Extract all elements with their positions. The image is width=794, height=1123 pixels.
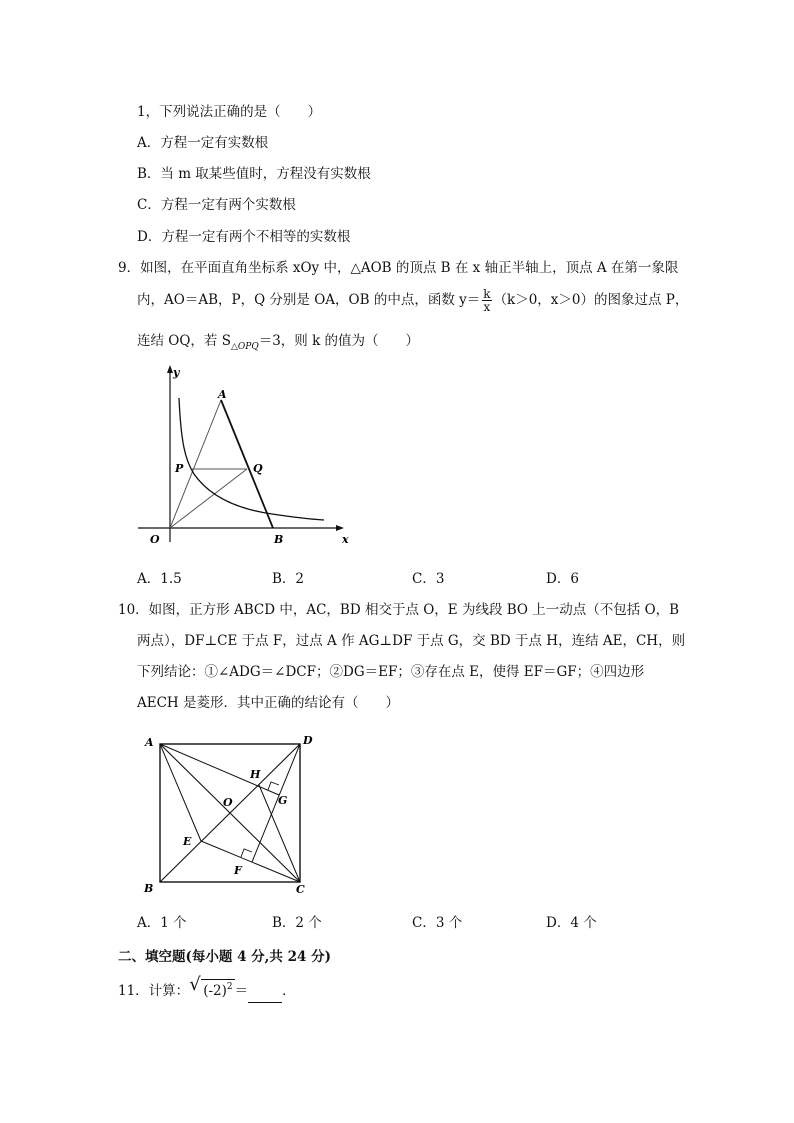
- right-angle-F: [241, 849, 252, 857]
- question-10-line-1: 10．如图，正方形 ABCD 中，AC，BD 相交于点 O，E 为线段 BO 上一动点（不包括 O，B: [118, 602, 680, 618]
- question-11-end: ．: [282, 983, 296, 999]
- hyperbola-curve: [179, 398, 324, 520]
- radical-sign: √: [189, 974, 201, 995]
- function-fraction: [482, 288, 491, 313]
- question-8-option-b: B．当 m 取某些值时，方程没有实数根: [137, 166, 371, 182]
- radicand: [201, 979, 234, 1003]
- label-A: A: [145, 736, 154, 749]
- fraction-numerator: k: [483, 287, 491, 301]
- question-9-line-3: [137, 331, 419, 353]
- radicand-exponent: 2: [226, 982, 233, 992]
- section-2-title: 二、填空题(每小题 4 分,共 24 分): [118, 949, 331, 965]
- question-10-option-c: C．3 个: [412, 915, 463, 931]
- question-10-line-2: 两点），DF⊥CE 于点 F，过点 A 作 AG⊥DF 于点 G，交 BD 于点 H，连结 AE，CH，则: [137, 633, 686, 649]
- label-P: P: [175, 462, 184, 475]
- label-A: A: [218, 388, 227, 401]
- question-10-option-d: D．4 个: [546, 915, 597, 931]
- question-9-option-b: B．2: [272, 571, 305, 587]
- label-B: B: [274, 533, 284, 546]
- question-10-option-a: A．1 个: [137, 915, 187, 931]
- label-D: D: [303, 734, 313, 747]
- question-9-line-3-b: ＝3，则 k 的值为（ ）: [258, 333, 420, 349]
- question-10-line-4: AECH 是菱形．其中正确的结论有（ ）: [137, 695, 399, 711]
- question-8-option-d: D．方程一定有两个不相等的实数根: [137, 229, 351, 245]
- question-8-option-a: A．方程一定有实数根: [137, 135, 269, 151]
- question-10-line-3: 下列结论：①∠ADG＝∠DCF；②DG＝EF；③存在点 E，使得 EF＝GF；④四边形: [137, 664, 645, 680]
- question-9-option-c: C．3: [412, 571, 445, 587]
- label-H: H: [250, 768, 261, 781]
- label-B: B: [144, 882, 154, 895]
- segment-DF: [252, 744, 300, 862]
- question-9-option-d: D．6: [546, 571, 579, 587]
- label-F: F: [234, 864, 242, 877]
- question-9-line-2-b: （k＞0，x＞0）的图象过点 P，: [493, 292, 689, 308]
- question-9-option-a: A．1.5: [137, 571, 182, 587]
- label-O: O: [223, 796, 233, 809]
- x-axis-arrow: [336, 525, 344, 531]
- question-9-line-2: [137, 288, 688, 313]
- question-8-option-c: C．方程一定有两个实数根: [137, 197, 296, 213]
- area-subscript: △OPQ: [230, 342, 259, 352]
- question-8-stem: 1，下列说法正确的是（ ）: [137, 104, 322, 120]
- question-10-figure: [140, 728, 340, 900]
- label-E: E: [183, 835, 192, 848]
- label-Q: Q: [253, 462, 263, 475]
- question-10-option-b: B．2 个: [272, 915, 322, 931]
- question-9-figure: [132, 362, 362, 552]
- question-11: [118, 974, 296, 1003]
- radicand-base: (-2): [203, 983, 227, 999]
- square-root: [189, 974, 234, 1003]
- label-C: C: [296, 883, 305, 896]
- question-9-line-2-a: 内，AO＝AB，P，Q 分别是 OA，OB 的中点，函数 y＝: [137, 292, 481, 308]
- answer-blank[interactable]: [248, 988, 282, 1003]
- question-11-equals: ＝: [234, 983, 249, 999]
- fraction-denominator: x: [483, 300, 491, 314]
- label-y: y: [173, 366, 180, 379]
- label-x: x: [342, 533, 349, 546]
- question-9-line-3-a: 连结 OQ，若 S: [137, 333, 231, 349]
- question-9-line-1: 9．如图，在平面直角坐标系 xOy 中，△AOB 的顶点 B 在 x 轴正半轴上，顶点 A 在第一象限: [118, 260, 679, 276]
- question-11-prefix: 11．计算：: [118, 983, 190, 999]
- label-G: G: [278, 794, 288, 807]
- label-O: O: [150, 533, 160, 546]
- right-angle-G: [268, 782, 279, 790]
